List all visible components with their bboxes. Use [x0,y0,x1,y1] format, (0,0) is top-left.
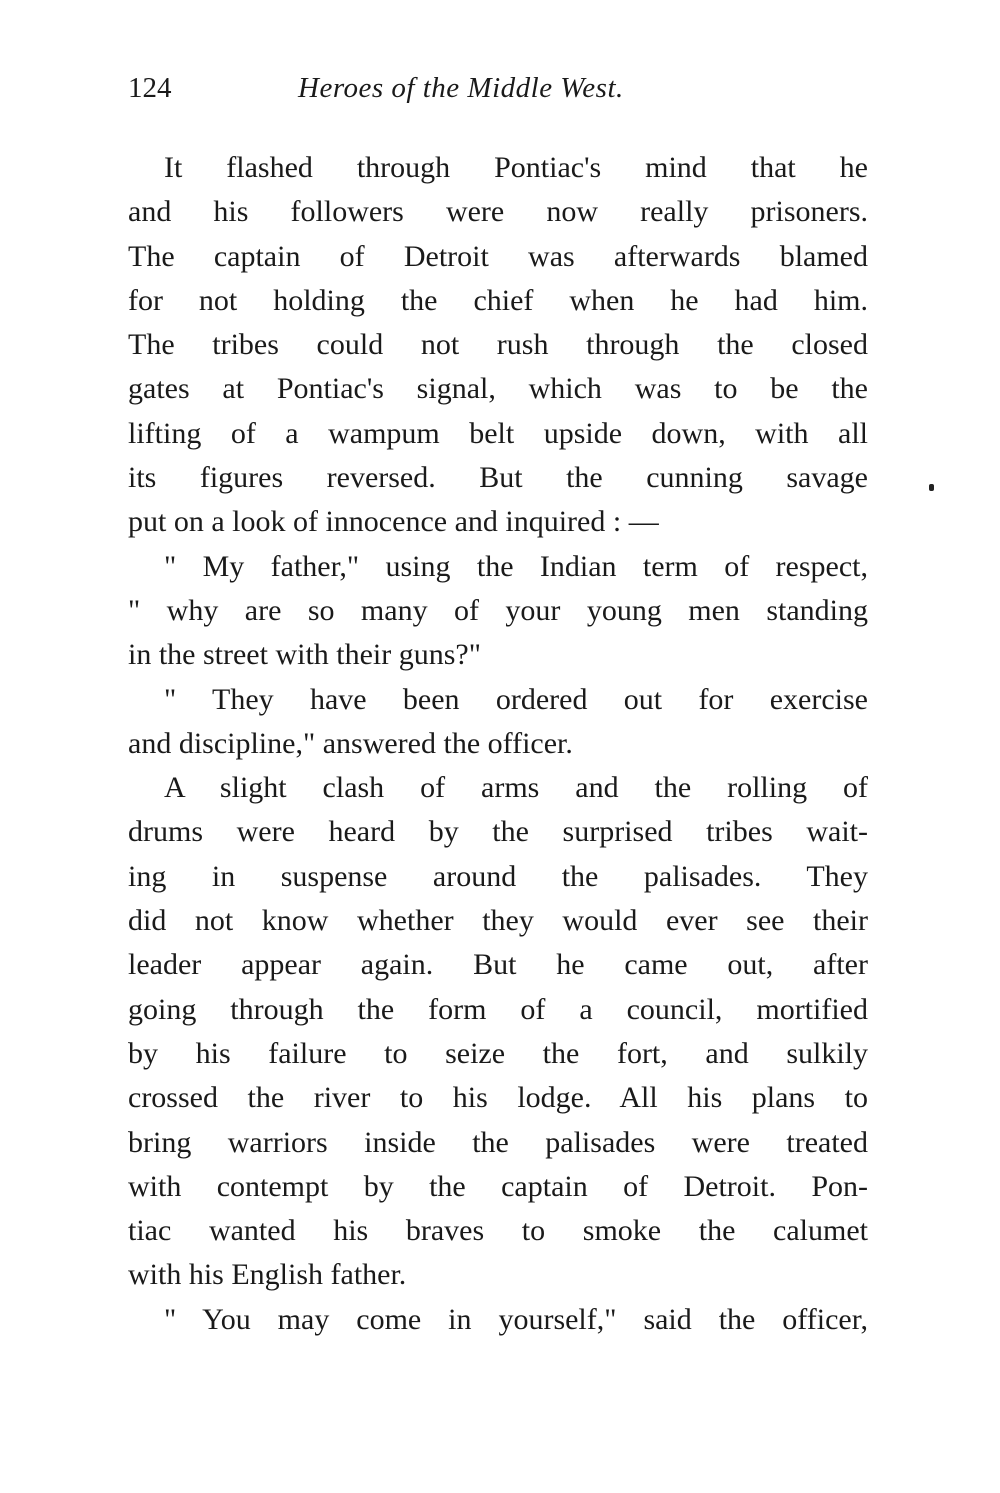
text-line: ing in suspense around the palisades. They [128,859,868,893]
body-text [128,146,868,1342]
text-line: its figures reversed. But the cunning savage [128,461,868,495]
text-line: crossed the river to his lodge. All his plans to [128,1081,868,1115]
text-line: gates at Pontiac's signal, which was to be the [128,372,868,406]
text-line: " They have been ordered out for exercise [164,682,868,716]
text-line: and discipline," answered the officer. [128,726,573,760]
text-line: " You may come in yourself," said the officer, [164,1302,868,1336]
text-line: A slight clash of arms and the rolling of [164,771,868,805]
text-line: with contempt by the captain of Detroit. Pon- [128,1169,868,1203]
text-line: " My father," using the Indian term of respect, [164,549,868,583]
text-line: and his followers were now really prisoners. [128,195,868,229]
running-head [128,72,868,112]
text-line: in the street with their guns?" [128,638,481,672]
text-line: lifting of a wampum belt upside down, with all [128,416,868,450]
text-line: tiac wanted his braves to smoke the calumet [128,1214,868,1248]
text-line: " why are so many of your young men standing [128,593,868,627]
running-title: Heroes of the Middle West. [298,72,624,104]
text-line: put on a look of innocence and inquired : — [128,505,659,539]
text-line: bring warriors inside the palisades were treated [128,1125,868,1159]
page-number: 124 [128,72,172,104]
ink-speck [929,484,934,491]
text-line: The tribes could not rush through the closed [128,328,868,362]
text-line: by his failure to seize the fort, and sulkily [128,1036,868,1070]
text-line: did not know whether they would ever see their [128,904,868,938]
text-line: The captain of Detroit was afterwards blamed [128,239,868,273]
text-line: It flashed through Pontiac's mind that he [164,151,868,184]
text-line: drums were heard by the surprised tribes wait- [128,815,868,849]
text-line: leader appear again. But he came out, after [128,948,868,982]
text-line: with his English father. [128,1258,407,1292]
text-line: for not holding the chief when he had him. [128,283,868,317]
text-line: going through the form of a council, mortified [128,992,868,1026]
